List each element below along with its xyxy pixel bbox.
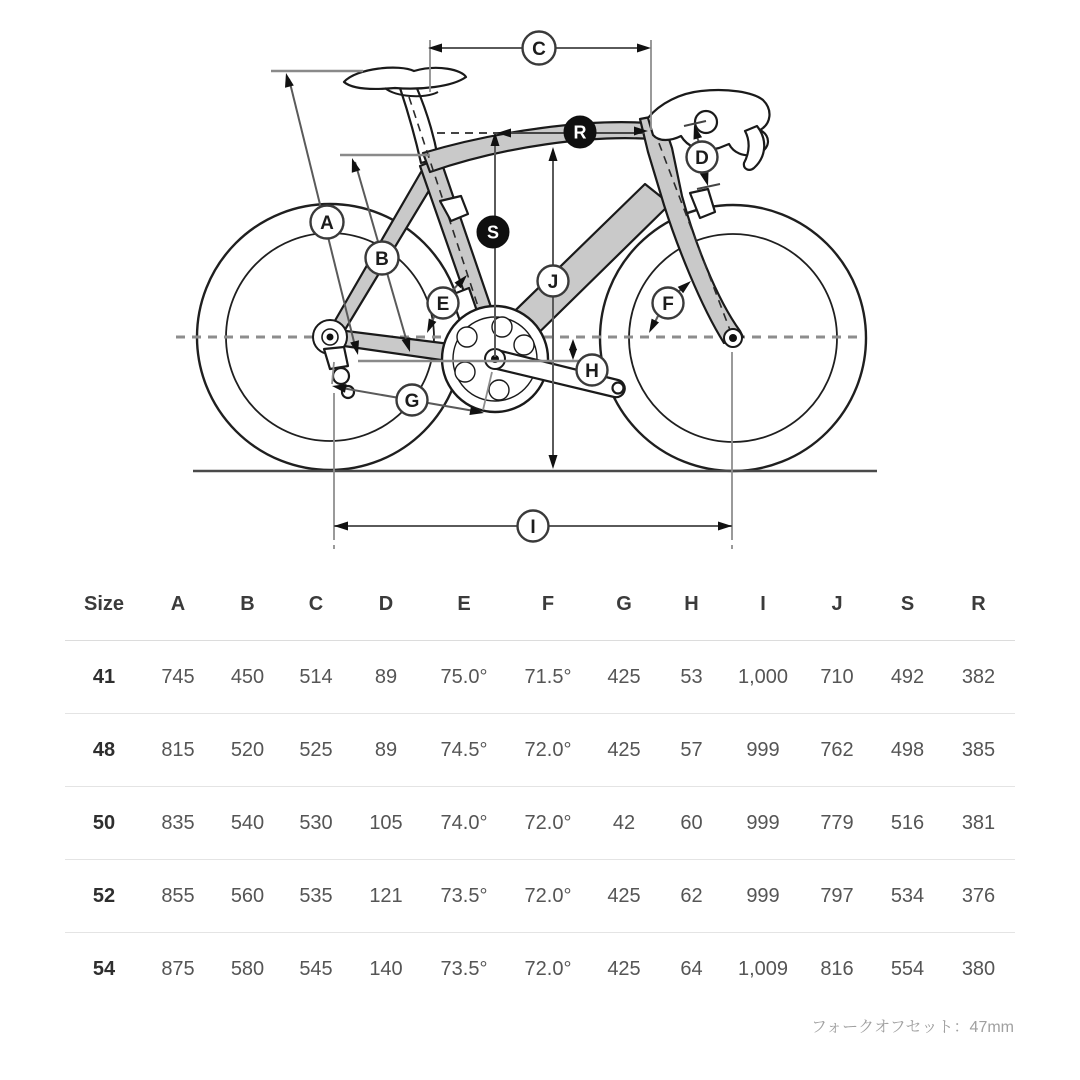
value-cell: 72.0° — [506, 714, 590, 787]
value-cell: 425 — [590, 714, 658, 787]
value-cell: 999 — [725, 860, 801, 933]
svg-text:R: R — [573, 122, 587, 143]
value-cell: 376 — [942, 860, 1015, 933]
size-cell: 54 — [92, 957, 116, 980]
geometry-table-header-row — [65, 569, 1015, 641]
dim-label-R — [564, 116, 596, 148]
value-cell: 425 — [590, 860, 658, 933]
size-cell: 52 — [65, 860, 143, 933]
value-cell: 42 — [590, 787, 658, 860]
spider-cutout — [514, 335, 534, 355]
value-cell: 60 — [658, 787, 725, 860]
value-cell: 57 — [658, 714, 725, 787]
dim-label-C — [523, 32, 556, 65]
value-cell: 89 — [350, 714, 422, 787]
value-cell: 534 — [873, 860, 942, 933]
table-row — [65, 641, 1015, 714]
spider-cutout — [455, 362, 475, 382]
svg-text:A: A — [320, 213, 334, 234]
value-cell: 835 — [143, 787, 213, 860]
value-cell: 140 — [369, 957, 403, 980]
value-cell: 815 — [143, 714, 213, 787]
dim-label-J — [538, 266, 569, 297]
column-header: A — [143, 569, 213, 641]
svg-text:D: D — [695, 148, 709, 169]
value-cell: 73.5° — [440, 957, 488, 980]
value-cell: 530 — [282, 787, 350, 860]
value-cell: 72.0° — [506, 860, 590, 933]
value-cell: 545 — [299, 957, 333, 980]
value-cell: 382 — [942, 641, 1015, 714]
value-cell: 514 — [282, 641, 350, 714]
column-header: C — [282, 569, 350, 641]
rear-hub-dot — [327, 334, 334, 341]
value-cell: 381 — [942, 787, 1015, 860]
value-cell: 53 — [658, 641, 725, 714]
size-cell: 50 — [65, 787, 143, 860]
spider-cutout — [489, 380, 509, 400]
value-cell: 121 — [350, 860, 422, 933]
geometry-table — [65, 569, 1015, 1005]
value-cell: 745 — [143, 641, 213, 714]
value-cell: 425 — [607, 957, 641, 980]
column-header: I — [725, 569, 801, 641]
svg-text:F: F — [662, 294, 674, 315]
column-header: D — [350, 569, 422, 641]
column-header: J — [801, 569, 873, 641]
fork-offset-note: フォークオフセット：47mm — [810, 1019, 1014, 1036]
dim-label-G — [397, 385, 428, 416]
value-cell: 516 — [873, 787, 942, 860]
value-cell: 385 — [942, 714, 1015, 787]
value-cell: 64 — [680, 957, 703, 980]
value-cell: 1,000 — [725, 641, 801, 714]
geometry-table-body — [65, 641, 1015, 1006]
svg-text:I: I — [530, 517, 536, 538]
front-hub-dot — [729, 334, 737, 342]
value-cell: 540 — [213, 787, 282, 860]
value-cell: 89 — [350, 641, 422, 714]
value-cell: 554 — [890, 957, 925, 980]
value-cell: 999 — [725, 714, 801, 787]
column-header: R — [942, 569, 1015, 641]
svg-text:J: J — [547, 272, 559, 293]
value-cell: 71.5° — [506, 641, 590, 714]
rear-derailleur-pulley-1 — [333, 368, 349, 384]
value-cell: 73.5° — [422, 860, 506, 933]
value-cell: 560 — [213, 860, 282, 933]
value-cell: 74.0° — [422, 787, 506, 860]
value-cell: 855 — [143, 860, 213, 933]
front-brake-caliper — [690, 189, 715, 218]
svg-text:S: S — [486, 222, 500, 243]
value-cell: 74.5° — [422, 714, 506, 787]
svg-text:G: G — [404, 391, 420, 412]
value-cell: 520 — [213, 714, 282, 787]
dim-label-D — [687, 142, 718, 173]
top-tube — [423, 122, 651, 172]
svg-text:C: C — [532, 39, 546, 60]
column-header: F — [506, 569, 590, 641]
column-header: B — [213, 569, 282, 641]
value-cell: 75.0° — [422, 641, 506, 714]
value-cell: 450 — [213, 641, 282, 714]
dim-label-E — [428, 288, 459, 319]
rear-derailleur — [324, 347, 348, 369]
value-cell: 580 — [230, 957, 265, 980]
dim-label-H — [577, 355, 608, 386]
value-cell: 710 — [801, 641, 873, 714]
value-cell: 62 — [658, 860, 725, 933]
pedal-axle — [613, 383, 624, 394]
value-cell: 535 — [282, 860, 350, 933]
svg-text:E: E — [436, 294, 450, 315]
value-cell: 525 — [282, 714, 350, 787]
value-cell: 498 — [873, 714, 942, 787]
value-cell: 105 — [350, 787, 422, 860]
dim-label-B — [366, 242, 399, 275]
column-header: G — [590, 569, 658, 641]
table-row — [65, 714, 1015, 787]
value-cell: 425 — [590, 641, 658, 714]
dim-label-A — [311, 206, 344, 239]
svg-text:B: B — [375, 249, 389, 270]
svg-text:H: H — [585, 361, 599, 382]
column-header: H — [658, 569, 725, 641]
spider-cutout — [457, 327, 477, 347]
dim-label-S — [477, 216, 509, 248]
table-row — [65, 787, 1015, 860]
column-header: S — [873, 569, 942, 641]
value-cell: 72.0° — [524, 957, 572, 980]
value-cell: 816 — [820, 957, 854, 980]
column-header: Size — [65, 569, 143, 641]
dim-label-I — [518, 511, 549, 542]
table-row — [65, 860, 1015, 933]
value-cell: 1,009 — [737, 957, 789, 980]
column-header: E — [422, 569, 506, 641]
size-cell: 48 — [65, 714, 143, 787]
value-cell: 875 — [161, 957, 195, 980]
value-cell: 492 — [873, 641, 942, 714]
value-cell: 797 — [801, 860, 873, 933]
value-cell: 779 — [801, 787, 873, 860]
table-row — [65, 933, 1015, 1006]
value-cell: 762 — [801, 714, 873, 787]
value-cell: 999 — [725, 787, 801, 860]
size-cell: 41 — [65, 641, 143, 714]
value-cell: 380 — [961, 957, 996, 980]
value-cell: 72.0° — [506, 787, 590, 860]
dim-label-F — [653, 288, 684, 319]
